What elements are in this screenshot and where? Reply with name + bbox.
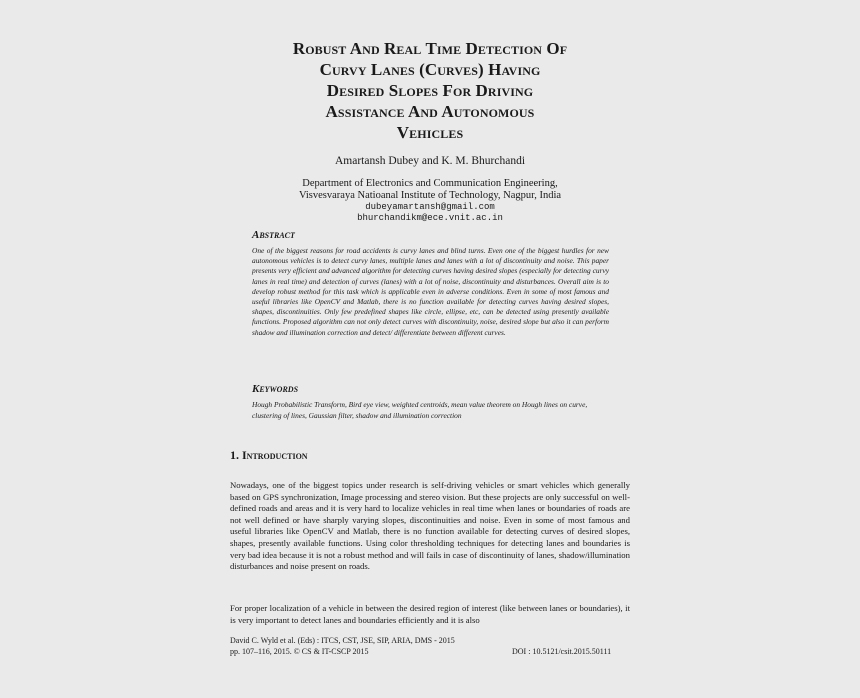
title-line: Vehicles [396, 123, 464, 142]
title-line: Robust And Real Time Detection Of [292, 39, 568, 58]
keywords-heading: Keywords [252, 383, 299, 395]
abstract-text: One of the biggest reasons for road accidents is curvy lanes and blind turns. Even one of the biggest hurdles for new autonomous vehicles is to detect curvy lanes, multiple lanes and lanes with a lot of discontinuity and noise. This paper presents very efficient and advanced algorithm for detecting curves having desired slopes (especially for detecting curvy lanes in real time) and detection of curves (lanes) with a lot of noise, discontinuity and disturbances. Overall aim is to develop robust method for this task which is applicable even in adverse conditions. Even in some of most famous and useful libraries like OpenCV and Matlab, there is no function available for detecting curves having desired slopes, shapes, discontinuities. Only few predefined shapes like circle, ellipse, etc, can be detected using presently available functions. Proposed algorithm can not only detect curves with discontinuity, noise, desired slope but also it can perform shadow and illumination correction and detect/ differentiate between different curves. [252, 246, 609, 337]
introduction-paragraph: Nowadays, one of the biggest topics under research is self-driving vehicles or smart vehicles which generally based on GPS synchronization, Image processing and stereo vision. But these projects are only successful on well-defined roads and areas and it is very hard to localize vehicles in real time when lanes or boundaries of roads are not well defined or have sharply varying slopes, discontinuities and noise. Even in some of most famous and useful libraries like OpenCV and Matlab, there is no function available for detecting curves of desired slopes, shapes, presently available functions. Using color thresholding techniques for detecting lanes and boundaries is very bad idea because it is not a robust method and will fails in case of discontinuity of lanes, shadow/illumination disturbances and noise present on roads. [230, 480, 630, 572]
affiliation-line: Visvesvaraya Natioanal Institute of Technology, Nagpur, India [298, 190, 562, 201]
author-email: bhurchandikm@ece.vnit.ac.in [357, 213, 503, 223]
keywords-text: Hough Probabilistic Transform, Bird eye view, weighted centroids, mean value theorem on Hough lines on curve, clustering of lines, Gaussian filter, shadow and illumination correction [252, 400, 588, 420]
title-line: Desired Slopes For Driving [326, 81, 534, 100]
footer-citation: David C. Wyld et al. (Eds) : ITCS, CST, JSE, SIP, ARIA, DMS - 2015 [230, 636, 455, 645]
affiliation-line: Department of Electronics and Communication Engineering, [302, 178, 558, 189]
abstract-heading: Abstract [252, 229, 295, 241]
introduction-heading: 1. Introduction [230, 448, 308, 462]
footer-pages: pp. 107–116, 2015. © CS & IT-CSCP 2015 [230, 647, 369, 656]
paper-title [200, 38, 660, 143]
affiliation [200, 178, 660, 224]
introduction-paragraph: For proper localization of a vehicle in between the desired region of interest (like between lanes or boundaries), it is very important to detect lanes and boundaries efficiently and it is also [230, 603, 630, 625]
title-line: Curvy Lanes (Curves) Having [319, 60, 541, 79]
title-line: Assistance And Autonomous [325, 102, 535, 121]
footer-doi: DOI : 10.5121/csit.2015.50111 [512, 647, 612, 656]
author-email: dubeyamartansh@gmail.com [365, 202, 495, 212]
authors: Amartansh Dubey and K. M. Bhurchandi [334, 155, 526, 167]
